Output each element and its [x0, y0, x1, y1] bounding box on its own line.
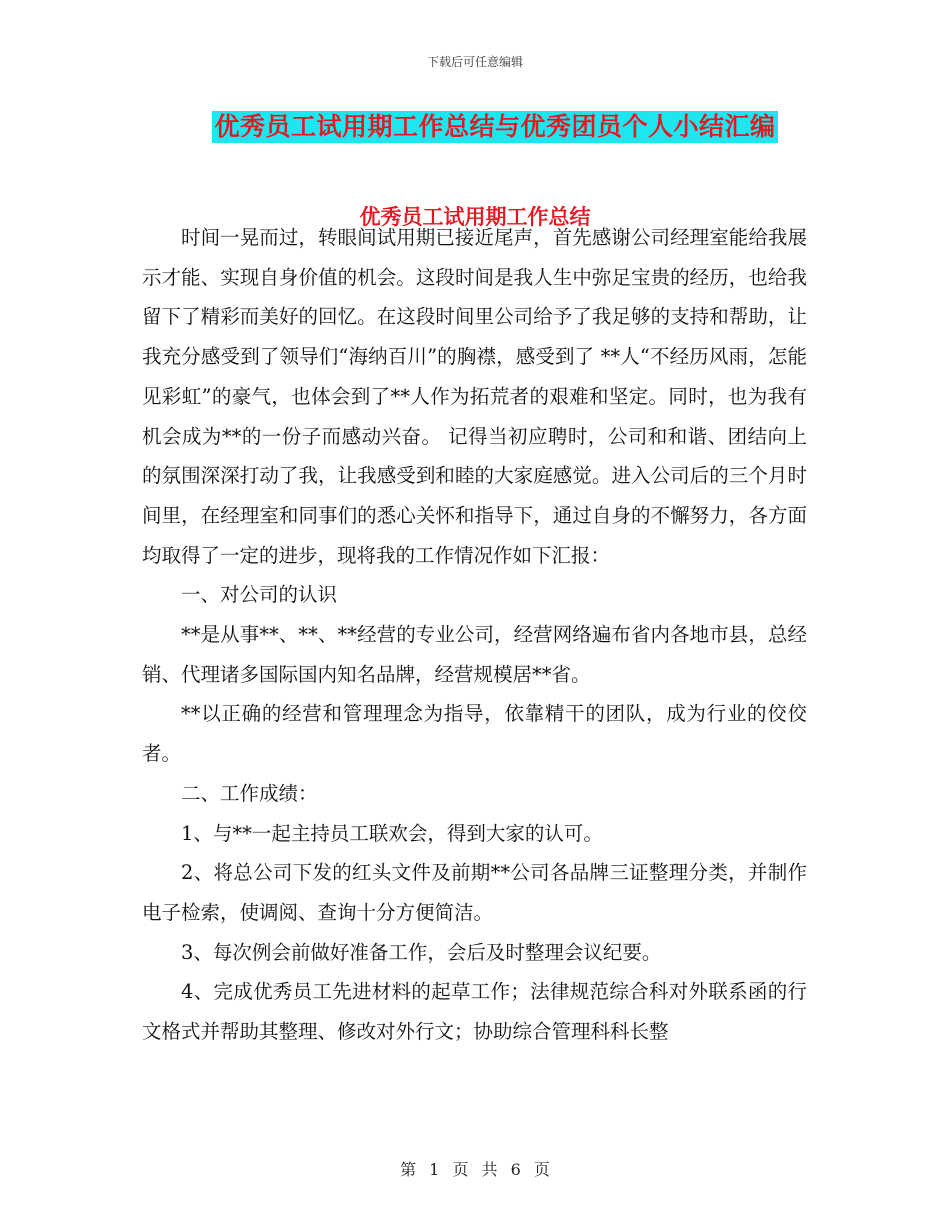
- section-title: 优秀员工试用期工作总结: [359, 204, 591, 229]
- paragraph-company-profile: **是从事**、**、**经营的专业公司，经营网络遍布省内各地市县，总经销、代理诸多国际国内知名品牌，经营规模居**省。: [142, 623, 807, 686]
- heading-company-understanding: 一、对公司的认识: [181, 583, 338, 607]
- list-item-achievement-3: 3、每次例会前做好准备工作，会后及时整理会议纪要。: [181, 940, 662, 964]
- header-note: 下载后可任意编辑: [426, 55, 523, 69]
- list-item-achievement-2: 2、将总公司下发的红头文件及前期**公司各品牌三证整理分类，并制作电子检索，使调阅、查询十分方便简洁。: [142, 861, 807, 924]
- list-item-achievement-4: 4、完成优秀员工先进材料的起草工作；法律规范综合科对外联系函的行文格式并帮助其整理、修改对外行文；协助综合管理科科长整: [142, 980, 807, 1044]
- list-item-achievement-1: 1、与**一起主持员工联欢会，得到大家的认可。: [181, 821, 603, 845]
- page-number: 第 1 页 共 6 页: [400, 1160, 550, 1179]
- main-title-container: [0, 111, 950, 143]
- document-body: [142, 218, 807, 1052]
- heading-work-achievements: 二、工作成绩：: [181, 781, 318, 805]
- paragraph-company-philosophy: **以正确的经营和管理理念为指导，依靠精干的团队，成为行业的佼佼者。: [142, 702, 807, 766]
- document-main-title: 优秀员工试用期工作总结与优秀团员个人小结汇编: [214, 112, 776, 141]
- paragraph-intro: 时间一晃而过，转眼间试用期已接近尾声，首先感谢公司经理室能给我展示才能、实现自身价值的机会。这段时间是我人生中弥足宝贵的经历，也给我留下了精彩而美好的回忆。在这段时间里公司给予了我足够的支持和帮助，让我充分感受到了领导们“海纳百川”的胸襟，感受到了 **人“不经历风雨，怎能见彩虹”的豪气，也体会到了**人作为拓荒者的艰难和坚定。同时，也为我有机会成为**的一份子而感动兴奋。 记得当初应聘时，公司和和谐、团结向上的氛围深深打动了我，让我感受到和睦的大家庭感觉。进入公司后的三个月时间里，在经理室和同事们的悉心关怀和指导下，通过自身的不懈努力，各方面均取得了一定的进步，现将我的工作情况作如下汇报：: [142, 226, 807, 567]
